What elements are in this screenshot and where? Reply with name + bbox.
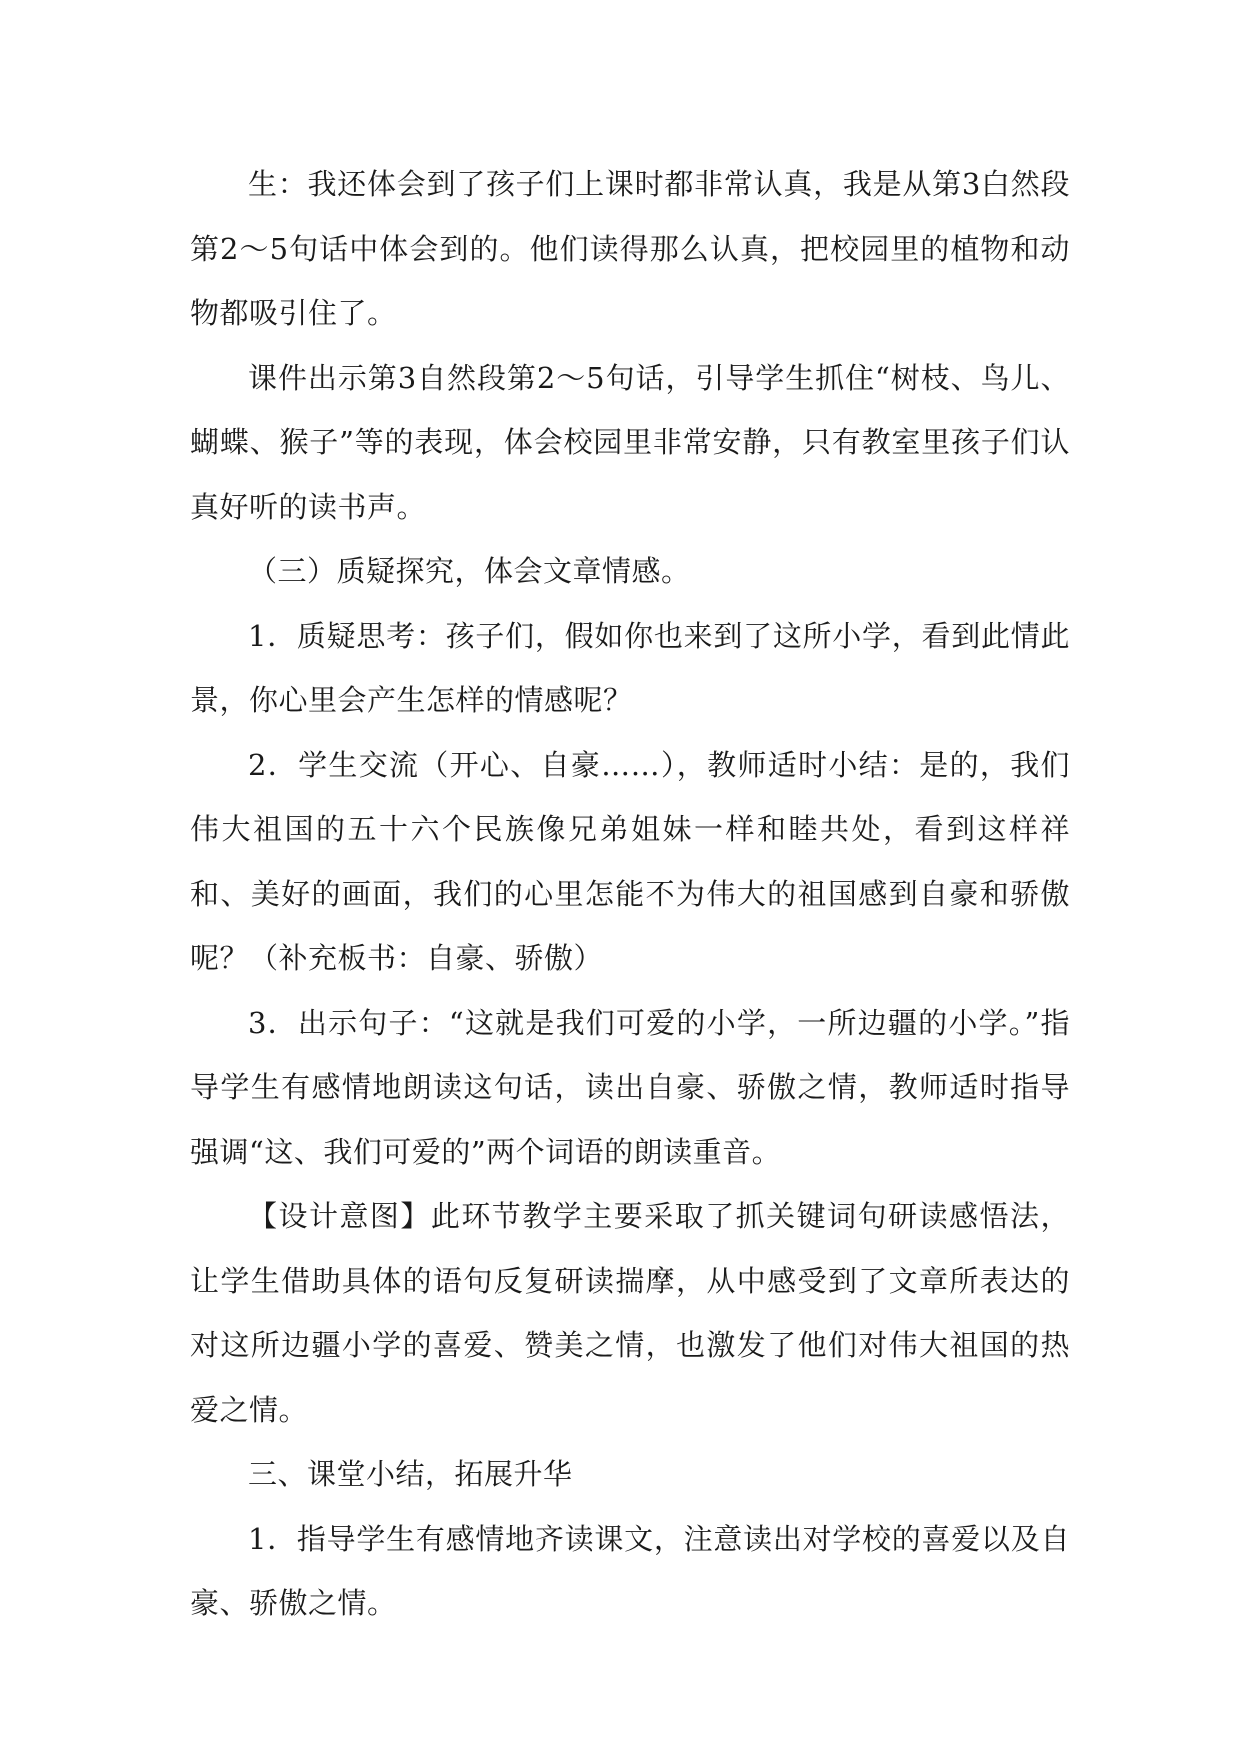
paragraph-summary-step-1: 1．指导学生有感情地齐读课文，注意读出对学校的喜爱以及自豪、骄傲之情。 xyxy=(190,1521,1070,1620)
paragraph-design-intent: 【设计意图】此环节教学主要采取了抓关键词句研读感悟法，让学生借助具体的语句反复研读揣摩，从中感受到了文章所表达的对这所边疆小学的喜爱、赞美之情，也激发了他们对伟大祖国的热爱之情。 xyxy=(190,1199,1070,1427)
document-body xyxy=(190,152,1070,1636)
section-heading-inquiry: （三）质疑探究，体会文章情感。 xyxy=(248,554,691,588)
paragraph-step-2: 2．学生交流（开心、自豪……），教师适时小结：是的，我们伟大祖国的五十六个民族像兄弟姐妹一样和睦共处，看到这样祥和、美好的画面，我们的心里怎能不为伟大的祖国感到自豪和骄傲呢？（补充板书：自豪、骄傲） xyxy=(190,747,1070,975)
section-heading-summary: 三、课堂小结，拓展升华 xyxy=(248,1457,573,1491)
paragraph-student-response: 生：我还体会到了孩子们上课时都非常认真，我是从第3白然段第2～5句话中体会到的。他们读得那么认真，把校园里的植物和动物都吸引住了。 xyxy=(190,167,1070,330)
paragraph-step-1: 1．质疑思考：孩子们，假如你也来到了这所小学，看到此情此景，你心里会产生怎样的情感呢？ xyxy=(190,618,1070,717)
paragraph-step-3: 3．出示句子：“这就是我们可爱的小学，一所边疆的小学。”指导学生有感情地朗读这句话，读出自豪、骄傲之情，教师适时指导强调“这、我们可爱的”两个词语的朗读重音。 xyxy=(190,1005,1070,1169)
paragraph-courseware-display: 课件出示第3自然段第2～5句话，引导学生抓住“树枝、鸟儿、蝴蝶、猴子”等的表现，体会校园里非常安静，只有教室里孩子们认真好听的读书声。 xyxy=(190,360,1070,524)
